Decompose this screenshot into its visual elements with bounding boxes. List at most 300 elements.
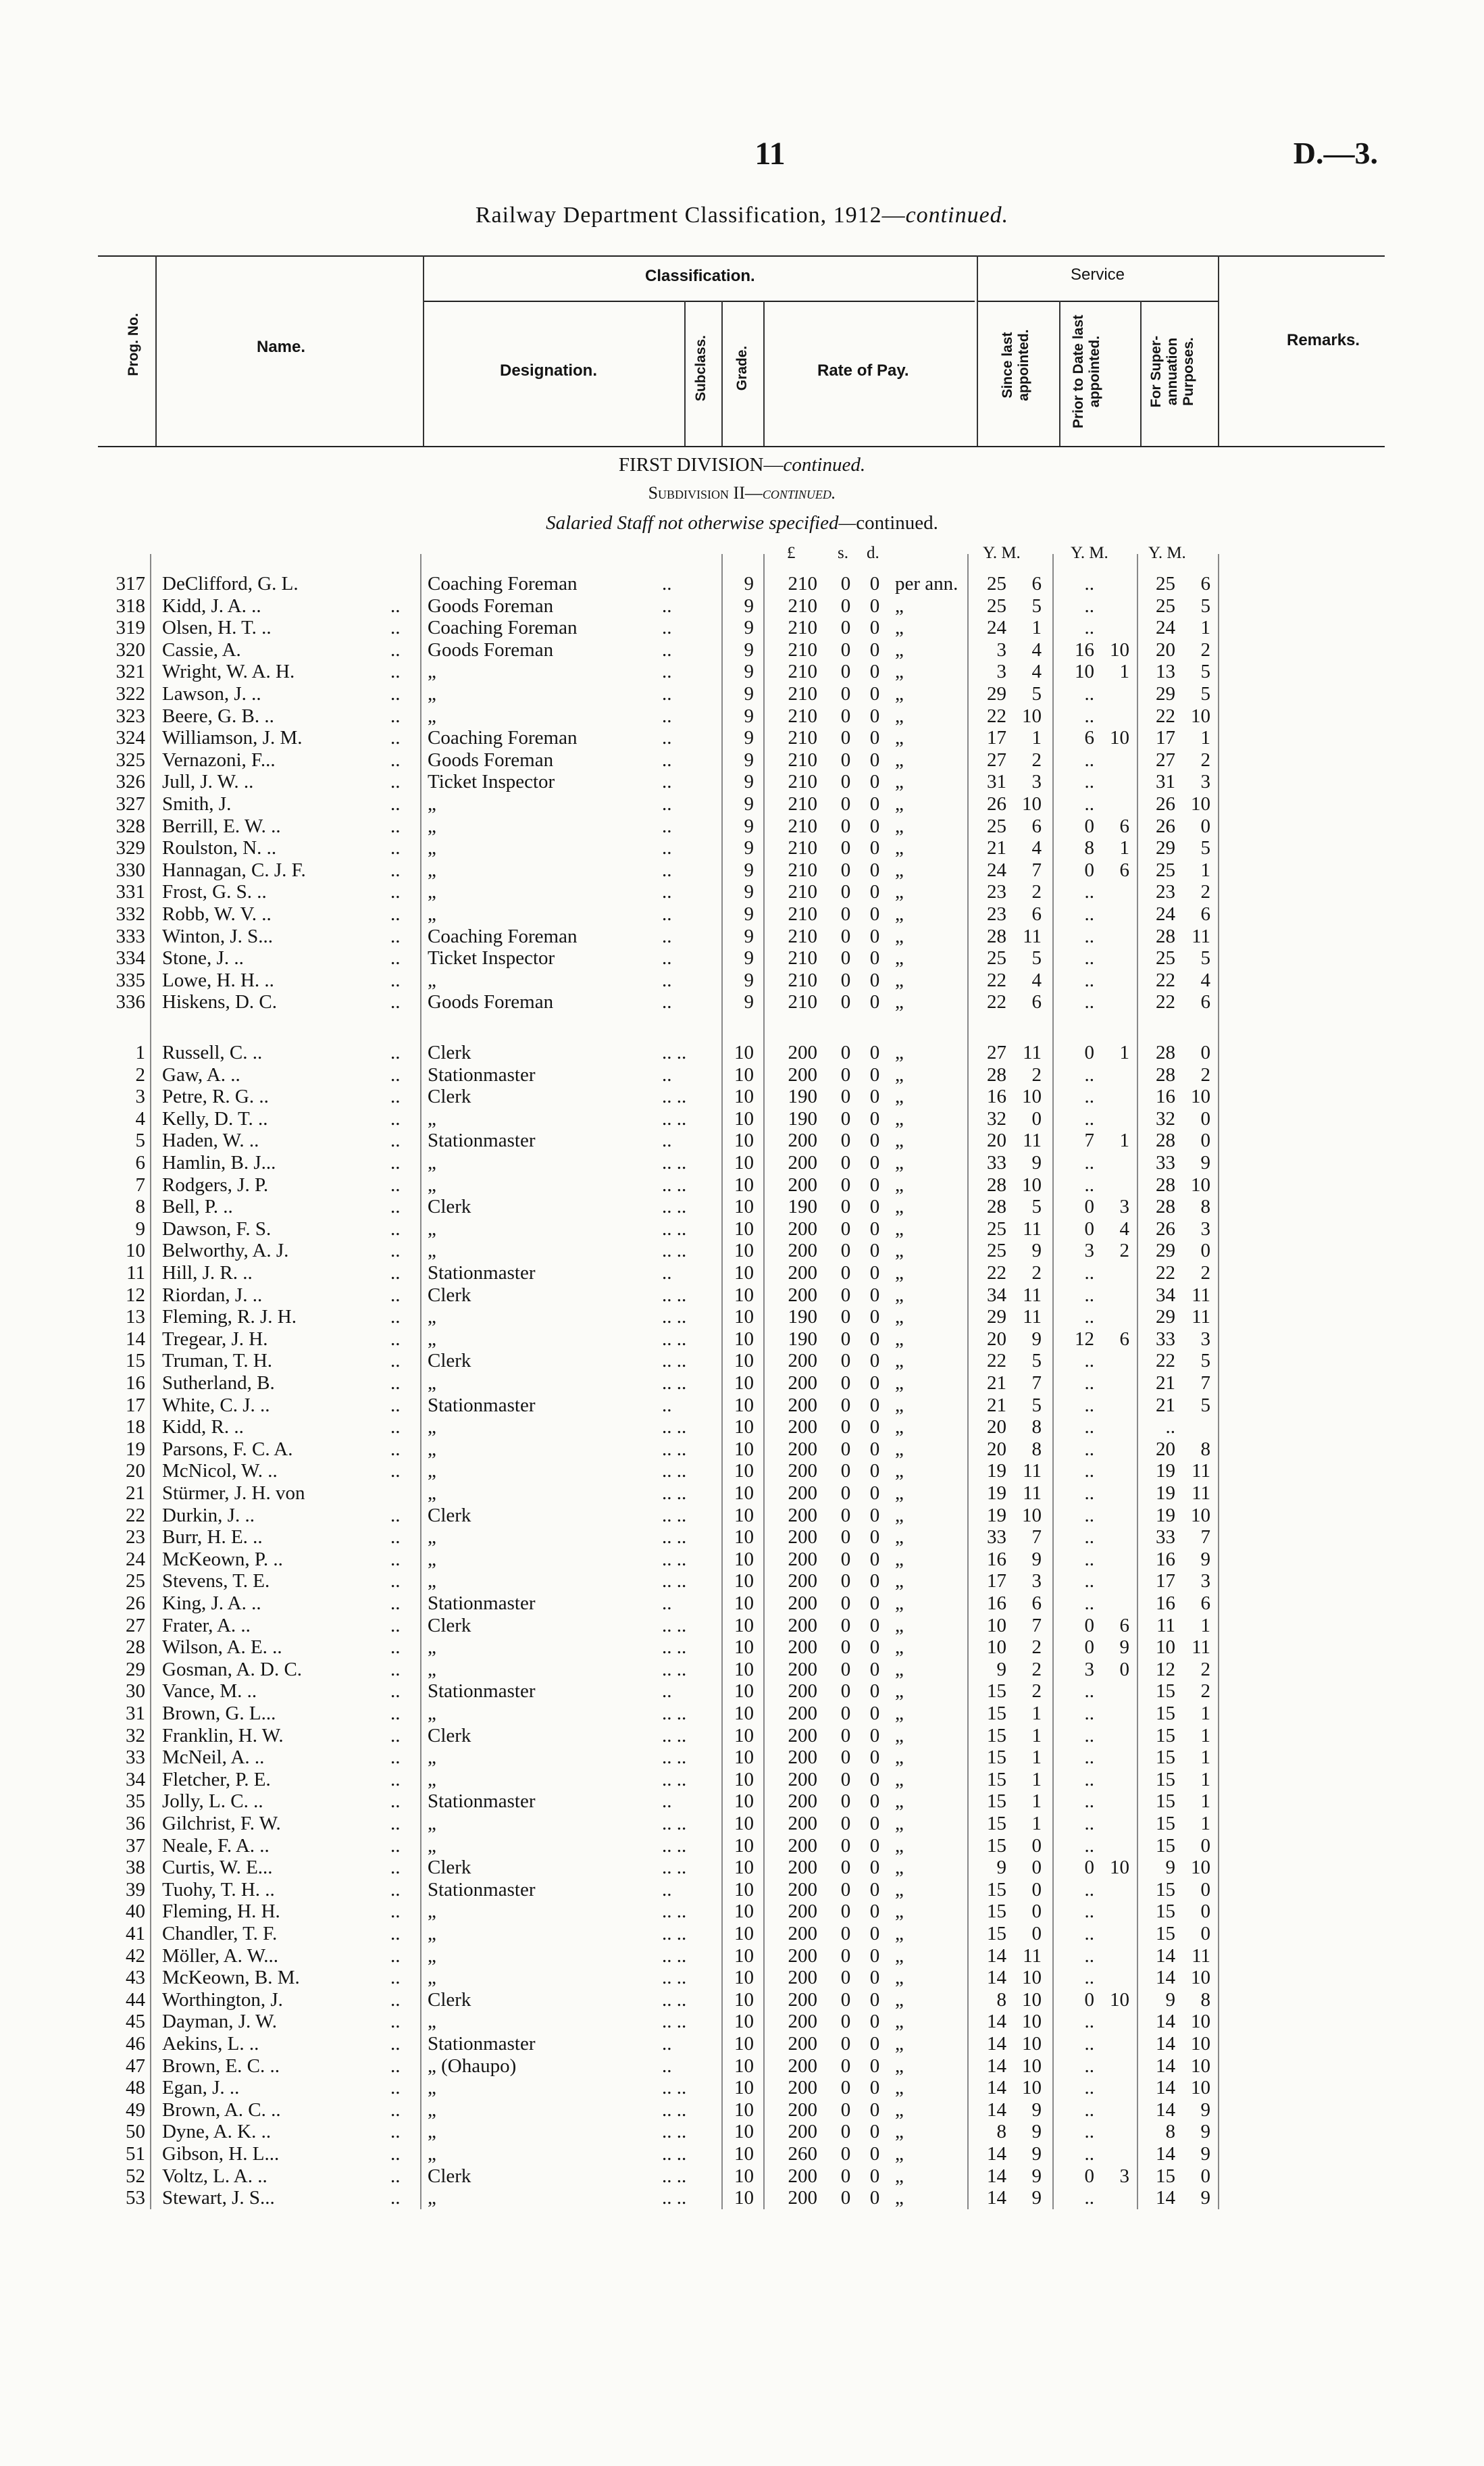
cell-designation: „ (428, 1570, 436, 1592)
cell-super-years: 20 (1156, 1438, 1175, 1460)
cell-name: Belworthy, A. J. (162, 1240, 289, 1262)
cell-super-years: 22 (1156, 1262, 1175, 1284)
cell-since-years: 14 (987, 2055, 1006, 2077)
cell-name: Wilson, A. E. .. (162, 1636, 282, 1659)
cell-leader-dots: .. .. (662, 1460, 687, 1482)
cell-pay-pounds: 200 (788, 1460, 817, 1482)
cell-prog-no: 49 (126, 2098, 145, 2121)
cell-super-years: 14 (1156, 1967, 1175, 1989)
cell-pay-period: „ (895, 1988, 904, 2011)
cell-prog-no: 31 (126, 1703, 145, 1724)
cell-leader-dots: .. (662, 1394, 672, 1416)
title-main: Railway Department Classification, 1912— (475, 203, 906, 228)
cell-pay-pounds: 200 (788, 1416, 817, 1438)
cell-pay-shillings: 0 (840, 1746, 851, 1769)
cell-designation: „ (428, 837, 436, 859)
cell-since-years: 20 (987, 1438, 1006, 1460)
cell-super-months: 10 (1191, 2077, 1210, 2099)
cell-pay-shillings: 0 (840, 969, 851, 991)
title-continued: continued. (905, 203, 1009, 228)
cell-name: Gilchrist, F. W. (162, 1813, 281, 1834)
page-number: 11 (754, 136, 786, 172)
cell-prior-years: .. (1084, 2077, 1094, 2099)
cell-grade: 10 (734, 1284, 754, 1306)
cell-super-months: 0 (1200, 2165, 1210, 2187)
cell-name: Dyne, A. K. .. (162, 2121, 272, 2143)
cell-pay-period: „ (895, 2077, 904, 2099)
cell-pay-pence: 0 (869, 2187, 880, 2209)
cell-leader-dots: .. .. (662, 1658, 687, 1680)
cell-super-months: 9 (1200, 2187, 1210, 2209)
cell-pay-shillings: 0 (840, 1284, 851, 1306)
cell-pay-shillings: 0 (840, 1944, 851, 1967)
cell-super-months: 2 (1200, 881, 1210, 903)
cell-leader-dots: .. (390, 1988, 401, 2011)
cell-super-months: 10 (1191, 1857, 1210, 1879)
cell-prior-years: 8 (1084, 837, 1094, 859)
cell-since-months: 10 (1022, 1086, 1042, 1108)
cell-super-months: 1 (1200, 1768, 1210, 1790)
cell-prior-years: .. (1084, 705, 1094, 727)
cell-pay-shillings: 0 (840, 1460, 851, 1482)
table-row (0, 1989, 1351, 2011)
table-row (0, 2099, 1351, 2121)
cell-name: Fleming, R. J. H. (162, 1306, 297, 1328)
cell-pay-shillings: 0 (840, 2055, 851, 2077)
cell-pay-shillings: 0 (840, 793, 851, 815)
cell-super-years: 28 (1156, 1042, 1175, 1063)
cell-pay-pounds: 210 (788, 749, 817, 771)
cell-prior-years: .. (1084, 2055, 1094, 2077)
cell-since-years: 27 (987, 749, 1006, 771)
cell-pay-pounds: 200 (788, 1768, 817, 1790)
cell-name: Gibson, H. L... (162, 2143, 280, 2165)
cell-pay-shillings: 0 (840, 2165, 851, 2187)
cell-designation: „ (428, 1152, 436, 1174)
cell-since-years: 10 (987, 1636, 1006, 1659)
division-heading (0, 454, 1484, 476)
cell-name: Olsen, H. T. .. (162, 617, 272, 639)
cell-pay-shillings: 0 (840, 1306, 851, 1328)
cell-pay-shillings: 0 (840, 2077, 851, 2099)
cell-pay-pounds: 200 (788, 2077, 817, 2099)
cell-since-months: 11 (1023, 1284, 1042, 1306)
cell-leader-dots: .. (662, 947, 672, 970)
cell-pay-pounds: 200 (788, 1372, 817, 1394)
cell-since-years: 20 (987, 1416, 1006, 1438)
cell-since-years: 25 (987, 815, 1006, 837)
cell-since-years: 15 (987, 1813, 1006, 1834)
cell-prog-no: 5 (135, 1130, 145, 1152)
cell-super-months: 1 (1200, 1813, 1210, 1834)
cell-prior-months: 6 (1119, 815, 1129, 837)
cell-leader-dots: .. .. (662, 1548, 687, 1570)
cell-pay-period: „ (895, 1746, 904, 1769)
cell-prog-no: 27 (126, 1614, 145, 1636)
cell-pay-shillings: 0 (840, 1703, 851, 1724)
cell-leader-dots: .. .. (662, 1152, 687, 1174)
cell-pay-pounds: 200 (788, 1042, 817, 1063)
cell-prior-years: .. (1084, 1834, 1094, 1857)
cell-leader-dots: .. .. (662, 1901, 687, 1923)
cell-super-months: 9 (1200, 2121, 1210, 2143)
cell-name: McNeil, A. .. (162, 1746, 265, 1769)
cell-designation: Clerk (428, 1614, 471, 1636)
cell-prior-years: 0 (1084, 859, 1094, 881)
cell-super-months: 1 (1200, 1703, 1210, 1724)
cell-leader-dots: .. (390, 1526, 401, 1549)
cell-since-years: 15 (987, 1746, 1006, 1769)
cell-super-years: 16 (1156, 1592, 1175, 1614)
cell-since-years: 16 (987, 1592, 1006, 1614)
cell-prog-no: 19 (126, 1438, 145, 1460)
cell-pay-pence: 0 (869, 1042, 880, 1063)
cell-since-months: 4 (1031, 638, 1042, 661)
cell-pay-shillings: 0 (840, 1988, 851, 2011)
cell-pay-shillings: 0 (840, 1878, 851, 1901)
cell-grade: 9 (744, 617, 754, 639)
cell-pay-pounds: 200 (788, 1063, 817, 1086)
table-row (0, 2055, 1351, 2078)
cell-since-months: 2 (1031, 1680, 1042, 1703)
cell-pay-period: „ (895, 947, 904, 970)
cell-super-years: 23 (1156, 881, 1175, 903)
cell-leader-dots: .. .. (662, 1107, 687, 1130)
cell-super-years: 26 (1156, 815, 1175, 837)
cell-super-years: .. (1165, 1416, 1175, 1438)
cell-designation: „ (428, 1438, 436, 1460)
table-row (0, 2143, 1351, 2165)
cell-grade: 9 (744, 947, 754, 970)
cell-prior-months: 3 (1119, 2165, 1129, 2187)
cell-name: Smith, J. (162, 793, 232, 815)
cell-since-months: 4 (1031, 837, 1042, 859)
cell-super-years: 15 (1156, 1790, 1175, 1813)
cell-prior-years: .. (1084, 1790, 1094, 1813)
cell-prior-years: 16 (1075, 638, 1094, 661)
cell-name: Winton, J. S... (162, 925, 273, 947)
cell-super-months: 2 (1200, 1658, 1210, 1680)
cell-grade: 10 (734, 1680, 754, 1703)
cell-designation: „ (428, 859, 436, 881)
cell-prior-months: 9 (1119, 1636, 1129, 1659)
cell-prog-no: 25 (126, 1570, 145, 1592)
cell-since-years: 34 (987, 1284, 1006, 1306)
cell-prior-years: 3 (1084, 1658, 1094, 1680)
cell-designation: „ (428, 793, 436, 815)
cell-grade: 10 (734, 1967, 754, 1989)
cell-super-years: 11 (1156, 1614, 1175, 1636)
cell-pay-pounds: 190 (788, 1306, 817, 1328)
cell-prior-years: .. (1084, 771, 1094, 793)
cell-super-years: 19 (1156, 1504, 1175, 1526)
cell-pay-shillings: 0 (840, 1328, 851, 1350)
cell-designation: „ (428, 1174, 436, 1196)
cell-since-months: 10 (1022, 2033, 1042, 2055)
cell-since-months: 3 (1031, 1570, 1042, 1592)
cell-since-years: 32 (987, 1107, 1006, 1130)
cell-prior-years: .. (1084, 749, 1094, 771)
cell-leader-dots: .. (662, 661, 672, 683)
table-row (0, 1262, 1351, 1284)
cell-designation: „ (428, 1372, 436, 1394)
cell-designation: Stationmaster (428, 1790, 536, 1813)
cell-since-years: 16 (987, 1548, 1006, 1570)
cell-super-years: 24 (1156, 617, 1175, 639)
cell-grade: 10 (734, 1857, 754, 1879)
cell-prior-years: .. (1084, 1063, 1094, 1086)
header-prog-no: Prog. No. (126, 313, 141, 376)
unit-ym-super: Y. M. (1148, 544, 1186, 562)
cell-pay-pence: 0 (869, 1152, 880, 1174)
table-row (0, 2165, 1351, 2188)
cell-pay-period: „ (895, 793, 904, 815)
cell-designation: „ (428, 1658, 436, 1680)
cell-pay-shillings: 0 (840, 661, 851, 683)
cell-since-months: 11 (1023, 1130, 1042, 1152)
cell-designation: „ (428, 1328, 436, 1350)
cell-designation: „ (428, 1107, 436, 1130)
cell-pay-pounds: 200 (788, 1878, 817, 1901)
cell-pay-shillings: 0 (840, 2187, 851, 2209)
cell-leader-dots: .. .. (662, 1923, 687, 1944)
cell-since-months: 3 (1031, 771, 1042, 793)
table-row (0, 1879, 1351, 1901)
cell-designation: Goods Foreman (428, 638, 554, 661)
cell-pay-pounds: 210 (788, 573, 817, 595)
subdivision-heading (0, 483, 1484, 503)
cell-since-months: 8 (1031, 1438, 1042, 1460)
cell-pay-pence: 0 (869, 1174, 880, 1196)
cell-leader-dots: .. .. (662, 1526, 687, 1549)
cell-prog-no: 4 (135, 1107, 145, 1130)
cell-pay-pence: 0 (869, 925, 880, 947)
cell-pay-period: „ (895, 1350, 904, 1372)
cell-prog-no: 26 (126, 1592, 145, 1614)
cell-since-months: 2 (1031, 881, 1042, 903)
cell-super-years: 25 (1156, 573, 1175, 595)
cell-super-months: 2 (1200, 638, 1210, 661)
cell-leader-dots: .. .. (662, 1306, 687, 1328)
cell-designation: Coaching Foreman (428, 617, 578, 639)
cell-pay-pence: 0 (869, 1217, 880, 1240)
cell-pay-period: „ (895, 925, 904, 947)
cell-name: White, C. J. .. (162, 1394, 270, 1416)
cell-name: Haden, W. .. (162, 1130, 259, 1152)
table-row (0, 683, 1351, 705)
header-rate: Rate of Pay. (817, 361, 909, 380)
cell-super-months: 10 (1191, 2011, 1210, 2033)
cell-name: Hill, J. R. .. (162, 1262, 253, 1284)
cell-pay-shillings: 0 (840, 1790, 851, 1813)
cell-super-years: 32 (1156, 1107, 1175, 1130)
cell-pay-period: „ (895, 1284, 904, 1306)
table-row (0, 1482, 1351, 1505)
cell-super-years: 21 (1156, 1394, 1175, 1416)
cell-pay-pounds: 200 (788, 1240, 817, 1262)
cell-since-years: 19 (987, 1460, 1006, 1482)
table-row (0, 1460, 1351, 1482)
cell-grade: 9 (744, 683, 754, 705)
cell-name: Jolly, L. C. .. (162, 1790, 263, 1813)
cell-super-years: 28 (1156, 1130, 1175, 1152)
cell-since-months: 6 (1031, 991, 1042, 1013)
cell-prog-no: 13 (126, 1306, 145, 1328)
table-row (0, 837, 1351, 859)
cell-since-years: 24 (987, 617, 1006, 639)
cell-super-months: 9 (1200, 1548, 1210, 1570)
table-row (0, 1218, 1351, 1240)
cell-grade: 10 (734, 1592, 754, 1614)
cell-pay-pence: 0 (869, 1658, 880, 1680)
cell-designation: „ (428, 1240, 436, 1262)
cell-grade: 10 (734, 1988, 754, 2011)
cell-pay-pounds: 200 (788, 2121, 817, 2143)
cell-pay-pounds: 200 (788, 1614, 817, 1636)
cell-name: Rodgers, J. P. (162, 1174, 269, 1196)
cell-pay-pounds: 210 (788, 991, 817, 1013)
cell-pay-pounds: 210 (788, 705, 817, 727)
cell-since-months: 9 (1031, 1152, 1042, 1174)
cell-leader-dots: .. (390, 1857, 401, 1879)
cell-prior-years: .. (1084, 991, 1094, 1013)
cell-since-months: 6 (1031, 815, 1042, 837)
cell-name: Frost, G. S. .. (162, 881, 267, 903)
cell-pay-pence: 0 (869, 1262, 880, 1284)
cell-pay-pounds: 200 (788, 1174, 817, 1196)
cell-prog-no: 43 (126, 1967, 145, 1989)
cell-prior-years: .. (1084, 969, 1094, 991)
cell-grade: 9 (744, 573, 754, 595)
cell-name: Riordan, J. .. (162, 1284, 263, 1306)
cell-designation: Stationmaster (428, 1063, 536, 1086)
cell-grade: 10 (734, 2143, 754, 2165)
table-row (0, 1549, 1351, 1571)
cell-prog-no: 23 (126, 1526, 145, 1549)
cell-prior-years: .. (1084, 1152, 1094, 1174)
cell-leader-dots: .. (390, 1262, 401, 1284)
cell-prog-no: 12 (126, 1284, 145, 1306)
cell-prior-years: .. (1084, 1460, 1094, 1482)
cell-pay-pence: 0 (869, 1988, 880, 2011)
cell-prog-no: 29 (126, 1658, 145, 1680)
cell-grade: 10 (734, 1196, 754, 1218)
cell-pay-period: „ (895, 727, 904, 749)
cell-prior-years: .. (1084, 595, 1094, 617)
cell-prior-years: 0 (1084, 1636, 1094, 1659)
cell-leader-dots: .. (390, 1240, 401, 1262)
cell-prior-years: .. (1084, 1372, 1094, 1394)
cell-prior-years: .. (1084, 1878, 1094, 1901)
cell-pay-pounds: 200 (788, 1394, 817, 1416)
cell-leader-dots: .. (662, 925, 672, 947)
cell-since-years: 25 (987, 1240, 1006, 1262)
cell-leader-dots: .. (390, 1174, 401, 1196)
cell-pay-shillings: 0 (840, 638, 851, 661)
cell-pay-pence: 0 (869, 749, 880, 771)
cell-grade: 10 (734, 1570, 754, 1592)
cell-super-months: 7 (1200, 1526, 1210, 1549)
cell-prog-no: 44 (126, 1988, 145, 2011)
cell-since-years: 14 (987, 2098, 1006, 2121)
cell-super-years: 14 (1156, 1944, 1175, 1967)
cell-pay-pence: 0 (869, 1857, 880, 1879)
cell-grade: 10 (734, 1526, 754, 1549)
cell-super-months: 11 (1192, 1944, 1210, 1967)
cell-since-years: 9 (996, 1658, 1006, 1680)
cell-super-months: 8 (1200, 1438, 1210, 1460)
cell-designation: Stationmaster (428, 1262, 536, 1284)
cell-pay-pounds: 200 (788, 1570, 817, 1592)
cell-pay-pence: 0 (869, 2165, 880, 2187)
cell-pay-shillings: 0 (840, 1350, 851, 1372)
cell-grade: 9 (744, 771, 754, 793)
cell-pay-pence: 0 (869, 1813, 880, 1834)
cell-since-months: 10 (1022, 1174, 1042, 1196)
cell-prog-no: 51 (126, 2143, 145, 2165)
cell-leader-dots: .. .. (662, 1967, 687, 1989)
cell-leader-dots: .. (390, 1196, 401, 1218)
cell-pay-period: „ (895, 903, 904, 925)
cell-leader-dots: .. .. (662, 1217, 687, 1240)
cell-since-years: 25 (987, 947, 1006, 970)
cell-pay-pence: 0 (869, 1526, 880, 1549)
cell-pay-shillings: 0 (840, 1063, 851, 1086)
cell-grade: 10 (734, 2011, 754, 2033)
cell-super-years: 22 (1156, 1350, 1175, 1372)
cell-super-months: 11 (1192, 1636, 1210, 1659)
cell-prog-no: 32 (126, 1724, 145, 1746)
cell-since-months: 5 (1031, 1394, 1042, 1416)
cell-since-years: 9 (996, 1857, 1006, 1879)
cell-prog-no: 39 (126, 1878, 145, 1901)
cell-prog-no: 34 (126, 1768, 145, 1790)
table-row (0, 947, 1351, 970)
cell-pay-pence: 0 (869, 1240, 880, 1262)
cell-designation: Goods Foreman (428, 595, 554, 617)
cell-prog-no: 41 (126, 1923, 145, 1944)
cell-pay-pounds: 200 (788, 2187, 817, 2209)
cell-prog-no: 334 (116, 947, 145, 970)
cell-super-years: 29 (1156, 1306, 1175, 1328)
cell-pay-pence: 0 (869, 617, 880, 639)
cell-pay-period: „ (895, 638, 904, 661)
cell-pay-pounds: 200 (788, 1790, 817, 1813)
cell-since-months: 5 (1031, 1196, 1042, 1218)
cell-prior-years: 6 (1084, 727, 1094, 749)
table-row (0, 1570, 1351, 1592)
cell-super-months: 3 (1200, 771, 1210, 793)
table-row (0, 1790, 1351, 1813)
cell-since-months: 11 (1023, 1042, 1042, 1063)
cell-leader-dots: .. (390, 1967, 401, 1989)
cell-prior-years: .. (1084, 1350, 1094, 1372)
cell-pay-period: „ (895, 2121, 904, 2143)
cell-designation: „ (428, 1703, 436, 1724)
cell-pay-pounds: 260 (788, 2143, 817, 2165)
cell-leader-dots: .. (390, 1504, 401, 1526)
cell-pay-pence: 0 (869, 1548, 880, 1570)
cell-super-years: 25 (1156, 595, 1175, 617)
cell-designation: Clerk (428, 2165, 471, 2187)
cell-designation: „ (428, 2121, 436, 2143)
cell-super-years: 16 (1156, 1086, 1175, 1108)
cell-pay-pence: 0 (869, 903, 880, 925)
table-row (0, 1945, 1351, 1967)
cell-since-years: 22 (987, 705, 1006, 727)
cell-prior-years: 12 (1075, 1328, 1094, 1350)
cell-super-years: 33 (1156, 1328, 1175, 1350)
